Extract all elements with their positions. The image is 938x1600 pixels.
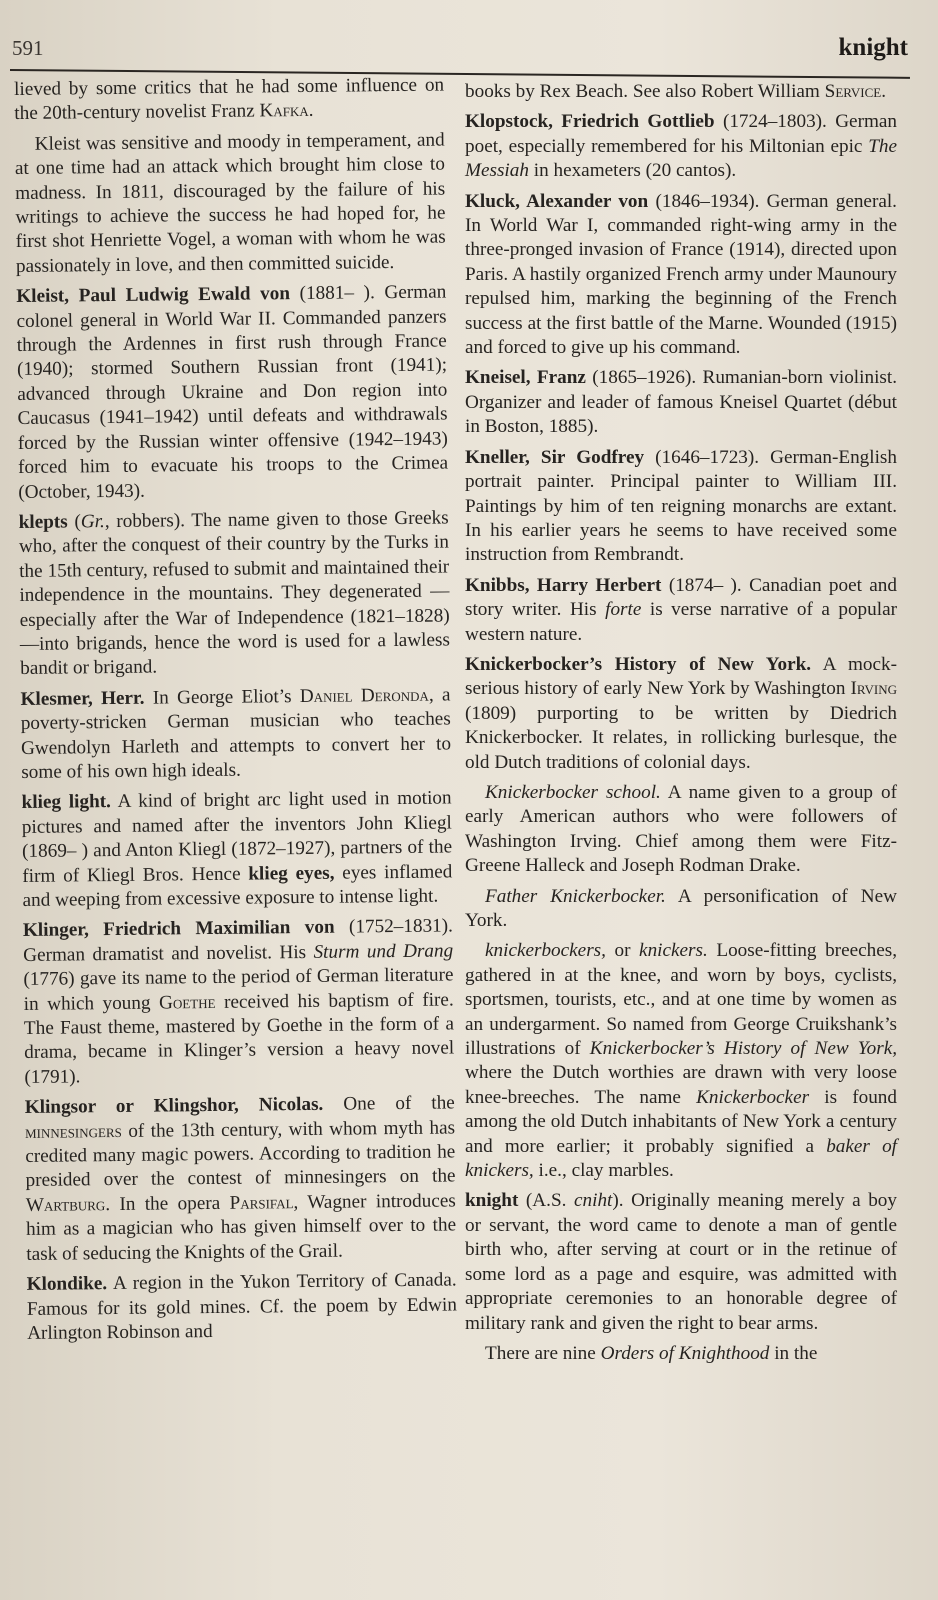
entry-klingsor — [25, 1092, 457, 1267]
entry-klondike — [27, 1269, 458, 1347]
entry-klepts — [19, 506, 451, 681]
entry-text: A kind of bright arc light used in motion pictures and named after the inventors John Kliegl (1869– ) and Anton Kliegl (1872–1927), partners of the firm of Kliegl Bros. Hence — [21, 787, 453, 887]
entry-knickers — [465, 939, 897, 1183]
entry-text: Kleist was sensitive and moody in temperament, and at one time had an attack which brought him close to madness. In 1811, discouraged by the failure of his writings to achieve the success he had hoped for, he first shot Henriette Vogel, a woman with whom he was passionately in love, and then committed suicide. — [14, 129, 446, 277]
entry-headword: knight — [465, 1190, 519, 1212]
cross-reference: Kafka — [259, 100, 309, 122]
entry-text: in the — [769, 1342, 818, 1364]
entry-text: . In the opera — [105, 1192, 230, 1215]
entry-text: (A.S. — [518, 1190, 575, 1212]
entry-text: is found among the old Dutch inhabitants of New York a century and more earlier; it probably signified a — [465, 1086, 897, 1157]
page-header — [0, 0, 938, 80]
entry-kneisel — [465, 366, 897, 439]
italic-term: Knickerbocker — [696, 1086, 810, 1108]
left-column — [14, 73, 457, 1352]
entry-headword: Klesmer, Herr. — [20, 687, 145, 710]
entry-knight — [465, 1189, 897, 1335]
entry-headword: Kluck, Alexander von — [465, 190, 649, 212]
entry-text: A region in the Yukon Territory of Canada. Famous for its gold mines. Cf. the poem by Edwin Arlington Robinson and — [26, 1269, 457, 1344]
entry-klinger — [23, 915, 455, 1090]
italic-term: baker of knickers, — [465, 1135, 897, 1182]
entry-kafka — [14, 73, 444, 126]
entry-text: (1646–1723). German-English portrait painter. Principal painter to William III. Paintings by him of ten reigning monarchs are extant. In his earlier years he seems to have received some instruction from Rembrandt. — [465, 446, 897, 566]
entry-knibbs — [465, 574, 897, 647]
entry-headword: Klondike. — [26, 1273, 108, 1296]
entry-text: received his baptism of fire. The Faust theme, mastered by Goethe in the form of a drama, became in Klinger’s version a heavy novel (1791). — [23, 989, 455, 1088]
entry-headword: Klopstock, Friedrich Gottlieb — [465, 111, 715, 133]
running-head: knight — [838, 34, 908, 61]
italic-term: Knickerbocker school. — [485, 781, 661, 803]
italic-term: Knickerbocker’s History of New York, — [589, 1038, 898, 1060]
entry-text: , robbers). The name given to those Greeks who, after the conquest of their country by the Turks in the 15th century, refused to submit and maintained their independence in the mountains. They degenerated —especially after the War of Independence (1821–1828)—into brigands, hence the word is used for a lawless bandit or brigand. — [18, 507, 451, 680]
entry-headword: Kleist, Paul Ludwig Ewald von — [16, 283, 291, 308]
entry-text: where the Dutch worthies are drawn with very loose knee-breeches. The name — [465, 1062, 897, 1108]
italic-term: knickers. — [639, 940, 708, 962]
entry-rex — [465, 80, 897, 104]
entry-text: (1776) gave its name to the period of German literature in which young — [23, 964, 454, 1015]
italic-term: Orders of Knighthood — [600, 1342, 770, 1364]
italic-term: Gr. — [80, 510, 105, 533]
entry-text: of the 13th century, with whom myth has credited many magic powers. According to tradition he presided over the contest of minnesingers on the — [25, 1117, 456, 1192]
entry-knick-school — [465, 781, 897, 879]
right-column — [465, 80, 897, 1372]
entry-text: ). Originally meaning merely a boy or servant, the word came to denote a man of gentle birth who, after serving at court or in the retinue of some lord as a page and esquire, was admitted with appropriate ceremonies to an honorable degree of military rank and given the right to bear arms. — [465, 1190, 897, 1334]
entry-text: books by Rex Beach. See also Robert William — [465, 81, 825, 102]
entry-text: (1846–1934). German general. In World War I, commanded right-wing army in the three-pronged invasion of France (1914), directed upon Paris. A hastily organized French army under Maunoury repulsed him, marking the beginning of the French success at the first battle of the Marne. Wounded (1915) and forced to give up his command. — [465, 190, 897, 359]
entry-kleist-cont — [15, 128, 447, 279]
entry-text: (1752–1831). German dramatist and novelist. His — [23, 915, 454, 966]
entry-text: (1874– ). Canadian poet and story writer. His — [465, 574, 897, 621]
entry-headword: Klinger, Friedrich Maximilian von — [22, 917, 335, 942]
cross-reference: minnesingers — [24, 1120, 122, 1143]
entry-text: One of the — [323, 1092, 455, 1116]
entry-text: . — [308, 100, 314, 122]
entry-text: is verse narrative of a popular western nature. — [465, 599, 897, 645]
italic-term: The Messiah — [465, 135, 897, 182]
entry-kneller — [465, 446, 897, 568]
cross-reference: Daniel Deronda — [299, 684, 429, 707]
entry-text: , Wagner introduces him as a magician who has given himself over to the task of seducing the Knights of the Grail. — [25, 1190, 457, 1265]
entry-klesmer — [20, 683, 451, 785]
entry-headword: Klingsor or Klingshor, Nicolas. — [24, 1094, 324, 1119]
entry-text: . — [881, 81, 887, 102]
entry-kleist-paul — [16, 281, 448, 505]
italic-term: knickerbockers, — [485, 940, 606, 962]
italic-term: Father Knickerbocker. — [485, 885, 666, 907]
italic-term: Sturm und Drang — [313, 940, 454, 963]
entry-text: eyes inflamed and weeping from excessive exposure to intense light. — [22, 861, 453, 911]
entry-text: (1724–1803). German poet, especially remembered for his Miltonian epic — [465, 111, 897, 157]
entry-knickerbocker — [465, 653, 897, 775]
entry-text: (1809) purporting to be written by Diedrich Knickerbocker. It relates, in rollicking burlesque, the old Dutch traditions of colonial days. — [465, 702, 897, 773]
entry-text: i.e., clay marbles. — [533, 1160, 674, 1182]
entry-text: Loose-fitting breeches, gathered in at the knee, and worn by boys, cyclists, sportsmen, tourists, etc., and at one time by women as an undergarment. So named from George Cruikshank’s illustrations of — [465, 940, 897, 1060]
italic-term: forte — [605, 599, 642, 621]
entry-text: , a poverty-stricken German musician who teaches Gwendolyn Harleth and attempts to convert her to some of his own high ideals. — [20, 684, 452, 783]
entry-klieg — [21, 787, 452, 914]
entry-headword: Knibbs, Harry Herbert — [465, 574, 662, 596]
entry-text: A mock-serious history of early New York by Washington — [465, 653, 897, 700]
italic-term: cniht — [574, 1190, 613, 1212]
entry-text: A name given to a group of early American authors who were followers of Washington Irving. Chief among them were Fitz-Greene Halleck and Joseph Rodman Drake. — [465, 781, 897, 877]
entry-text: In George Eliot’s — [144, 685, 300, 709]
cross-reference: Parsifal — [229, 1192, 294, 1214]
entry-text: There are nine — [485, 1342, 601, 1364]
entry-text: (1881– ). German colonel general in World War II. Commanded panzers through the Ardennes in first rush through France (1940); stormed Southern Russian front (1941); advanced through Ukraine and Don region into Caucasus (1941–1942) until defeats and withdrawals forced by the Russian winter offensive (1942–1943) forced him to evacuate his troops to the Crimea (October, 1943). — [16, 281, 449, 503]
entry-headword: Knickerbocker’s History of New York. — [465, 653, 812, 675]
entry-headword: Kneisel, Franz — [465, 367, 586, 389]
entry-headword: klieg light. — [21, 791, 112, 814]
cross-reference: Wartburg — [25, 1193, 106, 1216]
entry-headword: klieg eyes, — [248, 862, 335, 885]
entry-text: ( — [67, 511, 81, 533]
entry-text: or — [605, 940, 640, 962]
entry-headword: Kneller, Sir Godfrey — [465, 446, 645, 468]
entry-klopstock — [465, 110, 897, 183]
entry-father-knick — [465, 885, 897, 934]
cross-reference: Goethe — [158, 991, 216, 1014]
entry-text: (1865–1926). Rumanian-born violinist. Organizer and leader of famous Kneisel Quartet (début in Boston, 1885). — [465, 367, 897, 438]
cross-reference: Irving — [850, 678, 897, 700]
entry-text: lieved by some critics that he had some influence on the 20th-century novelist Franz — [14, 74, 445, 125]
entry-text: in hexameters (20 cantos). — [528, 160, 737, 182]
page-number: 591 — [12, 36, 44, 60]
cross-reference: Service — [824, 81, 882, 102]
entry-text: A personification of New York. — [465, 885, 897, 931]
entry-kluck — [465, 190, 897, 361]
entry-headword: klepts — [18, 511, 68, 533]
entry-orders — [465, 1342, 897, 1366]
